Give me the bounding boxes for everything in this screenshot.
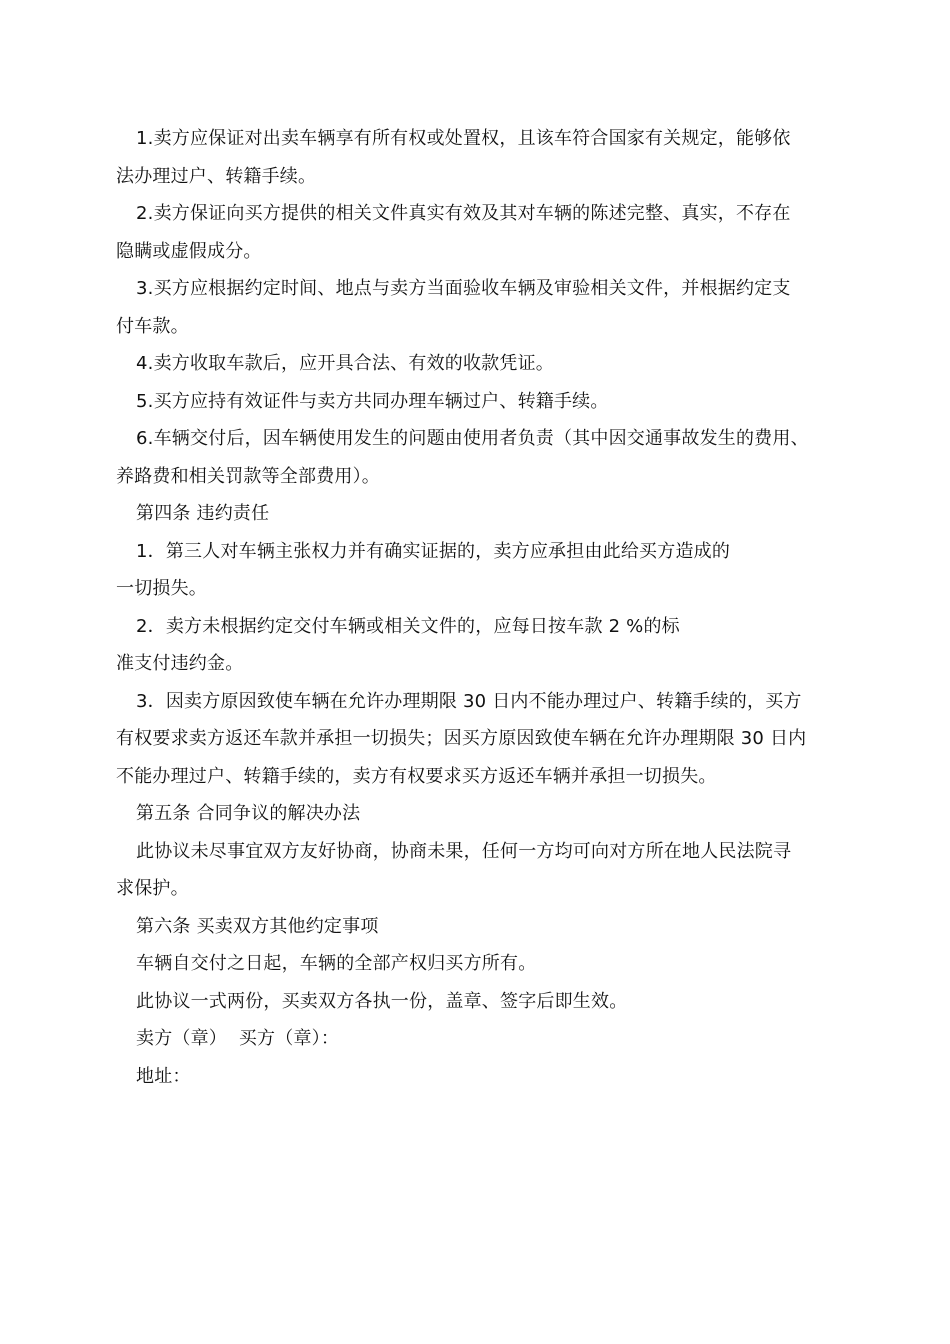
- text-line: 此协议未尽事宜双方友好协商，协商未果，任何一方均可向对方所在地人民法院寻: [136, 840, 792, 862]
- section-heading: 第五条 合同争议的解决办法: [136, 803, 361, 824]
- address-label: 地址：: [136, 1065, 191, 1087]
- clause-receipt: [116, 345, 856, 383]
- document-body: [116, 120, 856, 1095]
- text-line: 此协议一式两份，买卖双方各执一份，盖章、签字后即生效。: [136, 990, 628, 1012]
- text-line: 车辆自交付之日起，车辆的全部产权归买方所有。: [136, 953, 537, 974]
- address-line: [116, 1058, 856, 1096]
- section-heading: 第六条 买卖双方其他约定事项: [136, 915, 379, 937]
- section-heading: 第四条 违约责任: [136, 503, 270, 524]
- section-heading-other: [116, 908, 856, 946]
- text-line: 付车款。: [116, 315, 189, 337]
- text-line: 3．因卖方原因致使车辆在允许办理期限 30 日内不能办理过户、转籍手续的，买方: [136, 690, 802, 712]
- text-line: 2．卖方未根据约定交付车辆或相关文件的，应每日按车款 2 %的标: [136, 615, 680, 637]
- dispute-clause: [116, 833, 856, 908]
- text-line: 准支付违约金。: [116, 653, 244, 674]
- other-clause-ownership: [116, 945, 856, 983]
- text-line: 有权要求卖方返还车款并承担一切损失；因买方原因致使车辆在允许办理期限 30 日内: [116, 728, 807, 749]
- text-line: 1．第三人对车辆主张权力并有确实证据的，卖方应承担由此给买方造成的: [136, 540, 731, 562]
- text-line: 不能办理过户、转籍手续的，卖方有权要求买方返还车辆并承担一切损失。: [116, 765, 717, 787]
- text-line: 6.车辆交付后，因车辆使用发生的问题由使用者负责（其中因交通事故发生的费用、: [136, 428, 809, 449]
- clause-buyer-inspection: [116, 270, 856, 345]
- section-heading-dispute: [116, 795, 856, 833]
- liability-clause-3: [116, 683, 856, 796]
- text-line: 3.买方应根据约定时间、地点与卖方当面验收车辆及审验相关文件，并根据约定支: [136, 278, 791, 299]
- liability-clause-2: [116, 608, 856, 683]
- clause-after-delivery: [116, 420, 856, 495]
- text-line: 求保护。: [116, 878, 189, 899]
- text-line: 一切损失。: [116, 578, 207, 599]
- clause-seller-ownership: [116, 120, 856, 195]
- section-heading-liability: [116, 495, 856, 533]
- text-line: 法办理过户、转籍手续。: [116, 165, 317, 187]
- text-line: 2.卖方保证向买方提供的相关文件真实有效及其对车辆的陈述完整、真实，不存在: [136, 203, 791, 224]
- signature-label: 卖方（章） 买方（章）：: [136, 1028, 340, 1049]
- text-line: 1.卖方应保证对出卖车辆享有所有权或处置权，且该车符合国家有关规定，能够依: [136, 128, 791, 149]
- text-line: 养路费和相关罚款等全部费用）。: [116, 465, 380, 487]
- signature-line: [116, 1020, 856, 1058]
- text-line: 5.买方应持有效证件与卖方共同办理车辆过户、转籍手续。: [136, 390, 609, 412]
- clause-seller-documents: [116, 195, 856, 270]
- text-line: 4.卖方收取车款后，应开具合法、有效的收款凭证。: [136, 353, 554, 374]
- text-line: 隐瞒或虚假成分。: [116, 240, 262, 262]
- liability-clause-1: [116, 533, 856, 608]
- other-clause-copies: [116, 983, 856, 1021]
- clause-transfer: [116, 383, 856, 421]
